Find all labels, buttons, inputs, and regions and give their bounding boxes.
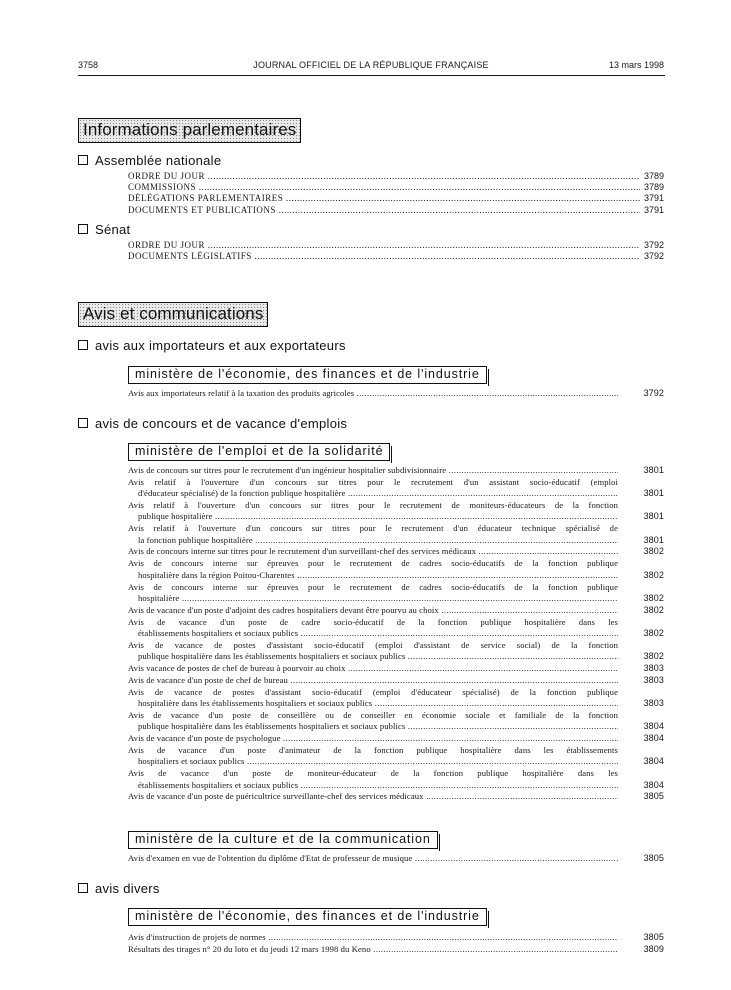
entry-title: [128, 932, 640, 943]
toc-row: [128, 205, 664, 216]
checkbox-icon: [78, 224, 88, 234]
entry-page-number: 3804: [643, 733, 664, 744]
entry-line: Avis de concours interne sur épreuves pour le recrutement de cadres socio-éducatifs de la fonction publique: [128, 581, 618, 592]
senat-toc: [128, 240, 664, 262]
entry-page-number: 3801: [643, 534, 664, 545]
entry-title: [128, 640, 640, 663]
entry-title: [128, 605, 640, 616]
entry-title: [128, 582, 640, 605]
entry-line: Avis de vacance de postes d'assistant socio-éducatif (emploi d'assistant de service social) de la fonction: [128, 639, 618, 650]
toc-page-number: 3792: [643, 251, 664, 262]
checkbox-icon: [78, 155, 88, 165]
entry-title: [128, 546, 640, 557]
avis-banner: [78, 302, 268, 327]
entry-line: Avis de vacance d'un poste de puéricultrice surveillante-chef des services médicaux .....: [128, 791, 618, 802]
toc-label: COMMISSIONS .....: [128, 182, 640, 193]
entry-page-number: 3805: [643, 932, 664, 942]
checkbox-icon: [78, 418, 88, 428]
toc-row: [128, 182, 664, 193]
ministry-economie-box: ministère de l'économie, des finances et de l'industrie: [128, 366, 487, 384]
entry-row: [128, 388, 664, 399]
entry-page-number: 3802: [643, 604, 664, 615]
entry-title: [128, 944, 640, 955]
entry-row: [128, 710, 664, 733]
entry-title: [128, 687, 640, 710]
entry-title: [128, 745, 640, 768]
entry-line: Avis de concours sur titres pour le recrutement d'un ingénieur hospitalier subdivisionnaire .....: [128, 465, 618, 476]
toc-label: ORDRE DU JOUR .....: [128, 171, 640, 182]
entry-row: [128, 791, 664, 802]
entry-line: Avis de vacance d'un poste d'adjoint des cadres hospitaliers devant être pourvu au choix .....: [128, 605, 618, 616]
entry-page-number: 3809: [643, 943, 664, 954]
informations-banner: [78, 118, 301, 143]
entry-row: [128, 944, 664, 955]
toc-label: ORDRE DU JOUR .....: [128, 240, 640, 251]
toc-label: DOCUMENTS LÉGISLATIFS .....: [128, 251, 640, 262]
journal-title: JOURNAL OFFICIEL DE LA RÉPUBLIQUE FRANÇAISE: [253, 60, 489, 70]
toc-row: [128, 251, 664, 262]
assemblee-toc: [128, 171, 664, 216]
importateurs-entries: [128, 388, 664, 400]
entry-row: [128, 465, 664, 476]
entry-page-number: 3803: [643, 698, 664, 709]
senat-heading: Sénat: [78, 222, 130, 237]
entry-row: [128, 617, 664, 640]
entry-line: Résultats des tirages n° 20 du loto et du jeudi 12 mars 1998 du Keno .....: [128, 944, 618, 955]
entry-line: publique hospitalière .....: [128, 511, 618, 522]
entry-page-number: 3805: [643, 791, 664, 802]
entry-title: [128, 733, 640, 744]
entry-title: [128, 675, 640, 686]
toc-label: DÉLÉGATIONS PARLEMENTAIRES .....: [128, 193, 640, 204]
toc-page-number: 3789: [643, 182, 664, 193]
entry-title: [128, 477, 640, 500]
entry-line: publique hospitalière dans les établissements hospitaliers et sociaux publics .....: [128, 651, 618, 662]
entry-line: établissements hospitaliers et sociaux publics .....: [128, 628, 618, 639]
entry-row: [128, 546, 664, 557]
entry-line: Avis de concours interne sur épreuves pour le recrutement de cadres socio-éducatifs de la fonction publique: [128, 558, 618, 569]
entry-line: Avis de vacance de postes d'assistant socio-éducatif (emploi d'éducateur spécialisé) de la fonction publique: [128, 686, 618, 697]
entry-title: [128, 768, 640, 791]
avis-banner-label: Avis et communications: [83, 304, 264, 323]
ministry-culture-box: ministère de la culture et de la communication: [128, 831, 438, 849]
toc-page-number: 3791: [643, 204, 664, 215]
entry-row: [128, 853, 664, 864]
divers-heading: avis divers: [78, 881, 160, 896]
entry-row: [128, 663, 664, 674]
entry-row: [128, 675, 664, 686]
toc-page-number: 3792: [643, 240, 664, 250]
entry-page-number: 3805: [643, 853, 664, 863]
entry-row: [128, 605, 664, 616]
entry-title: [128, 500, 640, 523]
toc-page-number: 3789: [643, 171, 664, 181]
header-rule: [78, 75, 665, 76]
entry-line: Avis de concours interne sur titres pour le recrutement d'un surveillant-chef des services médicaux .....: [128, 546, 618, 557]
toc-page-number: 3791: [643, 193, 664, 204]
concours-entries: [128, 465, 664, 803]
entry-line: Avis relatif à l'ouverture d'un concours sur titres pour le recrutement d'un assistant socio-éducatif (emploi: [128, 476, 618, 487]
checkbox-icon: [78, 883, 88, 893]
entry-line: hospitalière dans la région Poitou-Charentes .....: [128, 570, 618, 581]
entry-line: la fonction publique hospitalière .....: [128, 535, 618, 546]
concours-heading: avis de concours et de vacance d'emplois: [78, 416, 347, 431]
entry-page-number: 3802: [643, 569, 664, 580]
entry-row: [128, 640, 664, 663]
entry-title: [128, 523, 640, 546]
entry-page-number: 3801: [643, 488, 664, 499]
entry-page-number: 3804: [643, 721, 664, 732]
entry-page-number: 3801: [643, 511, 664, 522]
entry-line: établissements hospitaliers et sociaux publics .....: [128, 780, 618, 791]
entry-title: [128, 465, 640, 476]
culture-entries: [128, 853, 664, 865]
entry-line: Avis de vacance d'un poste d'animateur de la fonction publique hospitalière dans les établissements: [128, 745, 618, 756]
entry-line: Avis de vacance d'un poste de conseillère ou de conseiller en économie sociale et familiale de la fonction: [128, 709, 618, 720]
entry-line: Avis de vacance d'un poste de cadre socio-éducatif de la fonction publique hospitalière dans les: [128, 616, 618, 627]
entry-row: [128, 745, 664, 768]
entry-row: [128, 932, 664, 943]
divers-entries: [128, 932, 664, 956]
entry-title: [128, 558, 640, 581]
entry-row: [128, 582, 664, 605]
ministry-economie-divers-box: ministère de l'économie, des finances et de l'industrie: [128, 908, 487, 926]
entry-row: [128, 768, 664, 791]
issue-date: 13 mars 1998: [608, 60, 664, 70]
toc-row: [128, 240, 664, 251]
entry-page-number: 3804: [643, 756, 664, 767]
entry-page-number: 3803: [643, 662, 664, 673]
entry-page-number: 3792: [643, 388, 664, 398]
entry-line: Avis de vacance d'un poste de chef de bureau .....: [128, 675, 618, 686]
entry-line: Avis aux importateurs relatif à la taxation des produits agricoles .....: [128, 388, 618, 399]
entry-line: publique hospitalière dans les établissements hospitaliers et sociaux publics .....: [128, 721, 618, 732]
entry-line: Avis relatif à l'ouverture d'un concours sur titres pour le recrutement de moniteurs-éducateurs de la fonction: [128, 500, 618, 511]
entry-title: [128, 853, 640, 864]
toc-row: [128, 171, 664, 182]
entry-line: hospitalière dans les établissements hospitaliers et sociaux publics .....: [128, 698, 618, 709]
entry-line: Avis vacance de postes de chef de bureau à pourvoir au choix .....: [128, 663, 618, 674]
entry-line: Avis de vacance d'un poste de moniteur-éducateur de la fonction publique hospitalière dans les: [128, 768, 618, 779]
entry-page-number: 3802: [643, 592, 664, 603]
entry-row: [128, 687, 664, 710]
entry-line: d'éducateur spécialisé) de la fonction publique hospitalière .....: [128, 488, 618, 499]
entry-line: Avis relatif à l'ouverture d'un concours sur titres pour le recrutement d'un éducateur technique spécialisé de: [128, 523, 618, 534]
entry-title: [128, 388, 640, 399]
entry-title: [128, 791, 640, 802]
entry-row: [128, 558, 664, 581]
entry-page-number: 3802: [643, 546, 664, 557]
entry-title: [128, 617, 640, 640]
entry-row: [128, 733, 664, 744]
entry-line: hospitalière .....: [128, 593, 618, 604]
toc-label: DOCUMENTS ET PUBLICATIONS .....: [128, 205, 640, 216]
entry-page-number: 3803: [643, 674, 664, 685]
entry-page-number: 3801: [643, 465, 664, 475]
toc-row: [128, 193, 664, 204]
entry-line: Avis d'instruction de projets de normes .....: [128, 932, 618, 943]
entry-row: [128, 477, 664, 500]
entry-page-number: 3804: [643, 779, 664, 790]
checkbox-icon: [78, 340, 88, 350]
page-number: 3758: [78, 60, 99, 70]
entry-line: hospitaliers et sociaux publics .....: [128, 756, 618, 767]
informations-banner-label: Informations parlementaires: [83, 120, 297, 139]
importateurs-heading: avis aux importateurs et aux exportateurs: [78, 338, 346, 353]
entry-page-number: 3802: [643, 651, 664, 662]
entry-page-number: 3802: [643, 627, 664, 638]
entry-line: Avis d'examen en vue de l'obtention du diplôme d'Etat de professeur de musique .....: [128, 853, 618, 864]
running-header: [78, 59, 664, 73]
entry-line: Avis de vacance d'un poste de psychologue .....: [128, 733, 618, 744]
ministry-emploi-box: ministère de l'emploi et de la solidarité: [128, 443, 390, 461]
entry-row: [128, 523, 664, 546]
assemblee-heading: Assemblée nationale: [78, 153, 221, 168]
entry-title: [128, 710, 640, 733]
entry-title: [128, 663, 640, 674]
entry-row: [128, 500, 664, 523]
